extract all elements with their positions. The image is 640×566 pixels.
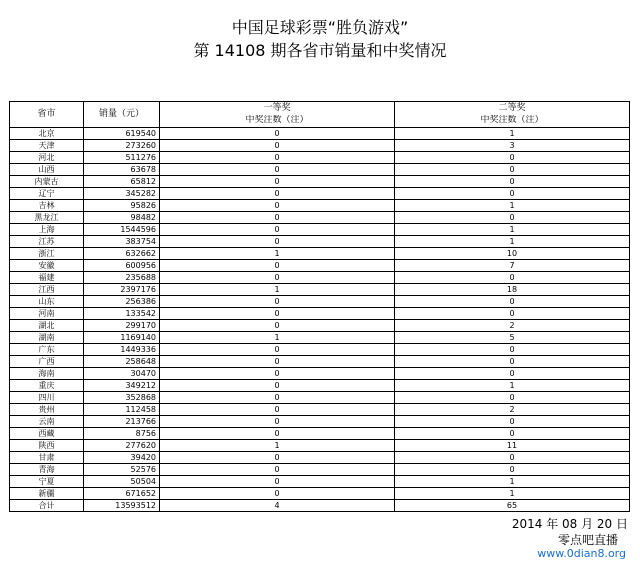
cell-sales: 277620 bbox=[84, 440, 160, 452]
table-header-row bbox=[10, 102, 630, 115]
cell-first-prize: 1 bbox=[160, 248, 395, 260]
cell-second-prize: 1 bbox=[395, 200, 630, 212]
cell-sales: 671652 bbox=[84, 488, 160, 500]
cell-second-prize: 18 bbox=[395, 284, 630, 296]
sales-table bbox=[9, 101, 630, 512]
table-row bbox=[10, 476, 630, 488]
table-row bbox=[10, 152, 630, 164]
header-first-prize: 一等奖 bbox=[160, 102, 395, 115]
cell-sales: 13593512 bbox=[84, 500, 160, 512]
cell-second-prize: 3 bbox=[395, 140, 630, 152]
cell-province: 福建 bbox=[10, 272, 84, 284]
table-row bbox=[10, 272, 630, 284]
cell-province: 江苏 bbox=[10, 236, 84, 248]
cell-province: 北京 bbox=[10, 128, 84, 140]
cell-second-prize: 0 bbox=[395, 212, 630, 224]
cell-second-prize: 0 bbox=[395, 152, 630, 164]
cell-sales: 235688 bbox=[84, 272, 160, 284]
table-row bbox=[10, 380, 630, 392]
cell-sales: 1169140 bbox=[84, 332, 160, 344]
cell-first-prize: 0 bbox=[160, 236, 395, 248]
cell-sales: 63678 bbox=[84, 164, 160, 176]
cell-second-prize: 0 bbox=[395, 464, 630, 476]
cell-sales: 133542 bbox=[84, 308, 160, 320]
table-row bbox=[10, 140, 630, 152]
cell-second-prize: 0 bbox=[395, 164, 630, 176]
cell-sales: 2397176 bbox=[84, 284, 160, 296]
cell-second-prize: 0 bbox=[395, 308, 630, 320]
header-second-prize: 二等奖 bbox=[395, 102, 630, 115]
cell-second-prize: 0 bbox=[395, 272, 630, 284]
table-row bbox=[10, 200, 630, 212]
cell-second-prize: 1 bbox=[395, 128, 630, 140]
table-row bbox=[10, 368, 630, 380]
watermark-name: 零点吧直播 bbox=[557, 533, 618, 547]
cell-first-prize: 0 bbox=[160, 296, 395, 308]
cell-sales: 258648 bbox=[84, 356, 160, 368]
title-line-1: 中国足球彩票“胜负游戏” bbox=[231, 18, 409, 37]
table-row bbox=[10, 236, 630, 248]
cell-province: 湖北 bbox=[10, 320, 84, 332]
cell-first-prize: 0 bbox=[160, 464, 395, 476]
cell-sales: 619540 bbox=[84, 128, 160, 140]
table-row bbox=[10, 344, 630, 356]
cell-province: 内蒙古 bbox=[10, 176, 84, 188]
cell-first-prize: 1 bbox=[160, 332, 395, 344]
cell-first-prize: 4 bbox=[160, 500, 395, 512]
cell-second-prize: 0 bbox=[395, 344, 630, 356]
cell-first-prize: 0 bbox=[160, 368, 395, 380]
cell-first-prize: 0 bbox=[160, 392, 395, 404]
table-row bbox=[10, 176, 630, 188]
cell-second-prize: 65 bbox=[395, 500, 630, 512]
cell-sales: 352868 bbox=[84, 392, 160, 404]
cell-first-prize: 0 bbox=[160, 428, 395, 440]
cell-first-prize: 0 bbox=[160, 140, 395, 152]
cell-first-prize: 0 bbox=[160, 188, 395, 200]
table-body bbox=[10, 128, 630, 512]
title-line-2: 第 14108 期各省市销量和中奖情况 bbox=[193, 41, 447, 60]
cell-first-prize: 0 bbox=[160, 152, 395, 164]
cell-province: 青海 bbox=[10, 464, 84, 476]
cell-second-prize: 1 bbox=[395, 224, 630, 236]
cell-second-prize: 2 bbox=[395, 320, 630, 332]
cell-province: 湖南 bbox=[10, 332, 84, 344]
cell-province: 广东 bbox=[10, 344, 84, 356]
table-row bbox=[10, 416, 630, 428]
cell-province: 江西 bbox=[10, 284, 84, 296]
table-row bbox=[10, 296, 630, 308]
cell-province: 河南 bbox=[10, 308, 84, 320]
cell-second-prize: 7 bbox=[395, 260, 630, 272]
cell-province: 新疆 bbox=[10, 488, 84, 500]
table-row bbox=[10, 452, 630, 464]
watermark-url: www.0dian8.org bbox=[537, 547, 626, 560]
cell-second-prize: 0 bbox=[395, 296, 630, 308]
cell-first-prize: 0 bbox=[160, 272, 395, 284]
table-row bbox=[10, 248, 630, 260]
cell-first-prize: 0 bbox=[160, 476, 395, 488]
cell-province: 上海 bbox=[10, 224, 84, 236]
cell-second-prize: 0 bbox=[395, 188, 630, 200]
cell-first-prize: 0 bbox=[160, 224, 395, 236]
cell-sales: 98482 bbox=[84, 212, 160, 224]
cell-first-prize: 0 bbox=[160, 416, 395, 428]
cell-sales: 299170 bbox=[84, 320, 160, 332]
cell-first-prize: 0 bbox=[160, 176, 395, 188]
cell-sales: 600956 bbox=[84, 260, 160, 272]
cell-sales: 52576 bbox=[84, 464, 160, 476]
cell-province: 陕西 bbox=[10, 440, 84, 452]
cell-province: 山西 bbox=[10, 164, 84, 176]
table-row bbox=[10, 128, 630, 140]
cell-first-prize: 0 bbox=[160, 452, 395, 464]
table-row bbox=[10, 464, 630, 476]
table-row bbox=[10, 500, 630, 512]
table-row bbox=[10, 224, 630, 236]
cell-second-prize: 0 bbox=[395, 428, 630, 440]
cell-second-prize: 10 bbox=[395, 248, 630, 260]
cell-first-prize: 0 bbox=[160, 128, 395, 140]
table-row bbox=[10, 404, 630, 416]
cell-province: 浙江 bbox=[10, 248, 84, 260]
cell-sales: 349212 bbox=[84, 380, 160, 392]
cell-province: 安徽 bbox=[10, 260, 84, 272]
table-row bbox=[10, 356, 630, 368]
cell-second-prize: 0 bbox=[395, 392, 630, 404]
cell-province: 西藏 bbox=[10, 428, 84, 440]
cell-first-prize: 0 bbox=[160, 380, 395, 392]
table-row bbox=[10, 260, 630, 272]
cell-province: 海南 bbox=[10, 368, 84, 380]
cell-province: 黑龙江 bbox=[10, 212, 84, 224]
table-row bbox=[10, 308, 630, 320]
cell-sales: 632662 bbox=[84, 248, 160, 260]
cell-first-prize: 1 bbox=[160, 440, 395, 452]
cell-province: 宁夏 bbox=[10, 476, 84, 488]
cell-sales: 511276 bbox=[84, 152, 160, 164]
cell-sales: 112458 bbox=[84, 404, 160, 416]
cell-sales: 256386 bbox=[84, 296, 160, 308]
cell-second-prize: 1 bbox=[395, 488, 630, 500]
cell-province: 辽宁 bbox=[10, 188, 84, 200]
cell-second-prize: 0 bbox=[395, 176, 630, 188]
cell-first-prize: 0 bbox=[160, 308, 395, 320]
cell-second-prize: 11 bbox=[395, 440, 630, 452]
cell-second-prize: 1 bbox=[395, 380, 630, 392]
cell-first-prize: 0 bbox=[160, 404, 395, 416]
cell-sales: 1544596 bbox=[84, 224, 160, 236]
table-row bbox=[10, 284, 630, 296]
cell-first-prize: 0 bbox=[160, 320, 395, 332]
cell-province: 甘肃 bbox=[10, 452, 84, 464]
cell-sales: 95826 bbox=[84, 200, 160, 212]
table-row bbox=[10, 332, 630, 344]
cell-sales: 213766 bbox=[84, 416, 160, 428]
cell-province: 重庆 bbox=[10, 380, 84, 392]
cell-province: 贵州 bbox=[10, 404, 84, 416]
cell-first-prize: 0 bbox=[160, 200, 395, 212]
cell-sales: 8756 bbox=[84, 428, 160, 440]
cell-first-prize: 0 bbox=[160, 344, 395, 356]
cell-sales: 65812 bbox=[84, 176, 160, 188]
table-row bbox=[10, 488, 630, 500]
cell-sales: 39420 bbox=[84, 452, 160, 464]
table-row bbox=[10, 320, 630, 332]
cell-province: 四川 bbox=[10, 392, 84, 404]
cell-province: 广西 bbox=[10, 356, 84, 368]
cell-sales: 1449336 bbox=[84, 344, 160, 356]
cell-first-prize: 0 bbox=[160, 488, 395, 500]
report-date: 2014 年 08 月 20 日 bbox=[511, 517, 628, 531]
cell-first-prize: 0 bbox=[160, 212, 395, 224]
cell-second-prize: 0 bbox=[395, 416, 630, 428]
cell-province: 河北 bbox=[10, 152, 84, 164]
cell-first-prize: 0 bbox=[160, 260, 395, 272]
cell-province: 合计 bbox=[10, 500, 84, 512]
table-row bbox=[10, 392, 630, 404]
table-row bbox=[10, 164, 630, 176]
cell-sales: 50504 bbox=[84, 476, 160, 488]
cell-first-prize: 0 bbox=[160, 356, 395, 368]
header-province: 省市 bbox=[10, 102, 84, 128]
cell-sales: 383754 bbox=[84, 236, 160, 248]
cell-second-prize: 0 bbox=[395, 368, 630, 380]
cell-province: 云南 bbox=[10, 416, 84, 428]
cell-second-prize: 2 bbox=[395, 404, 630, 416]
cell-second-prize: 1 bbox=[395, 476, 630, 488]
cell-second-prize: 1 bbox=[395, 236, 630, 248]
table-row bbox=[10, 440, 630, 452]
table-row bbox=[10, 212, 630, 224]
cell-first-prize: 0 bbox=[160, 164, 395, 176]
header-sales: 销量（元） bbox=[84, 102, 160, 128]
cell-sales: 30470 bbox=[84, 368, 160, 380]
cell-province: 天津 bbox=[10, 140, 84, 152]
header-second-count: 中奖注数（注） bbox=[395, 115, 630, 128]
table-row bbox=[10, 428, 630, 440]
table-row bbox=[10, 188, 630, 200]
cell-sales: 273260 bbox=[84, 140, 160, 152]
header-first-count: 中奖注数（注） bbox=[160, 115, 395, 128]
cell-second-prize: 5 bbox=[395, 332, 630, 344]
cell-province: 吉林 bbox=[10, 200, 84, 212]
cell-sales: 345282 bbox=[84, 188, 160, 200]
cell-second-prize: 0 bbox=[395, 452, 630, 464]
cell-province: 山东 bbox=[10, 296, 84, 308]
cell-first-prize: 1 bbox=[160, 284, 395, 296]
cell-second-prize: 0 bbox=[395, 356, 630, 368]
